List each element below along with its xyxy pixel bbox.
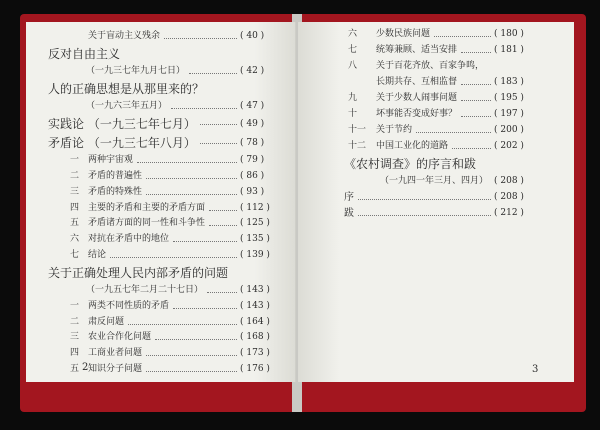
toc-entry-page: ( 200 ) [494, 125, 524, 135]
toc-entry [26, 135, 295, 152]
toc-entry-number: 六 [70, 234, 80, 245]
toc-entry-title: 农业合作化问题 [88, 332, 152, 343]
toc-entry [26, 116, 295, 133]
left-page [26, 22, 296, 382]
toc-entry-number: 二 [70, 316, 80, 327]
toc-entry-page: ( 47 ) [240, 101, 265, 111]
left-page-number: 2 [82, 362, 89, 373]
toc-entry-page: ( 86 ) [240, 171, 265, 181]
toc-entry-page: ( 78 ) [240, 138, 265, 148]
toc-entry-number: 十一 [348, 125, 367, 135]
toc-entry-title: 反对自由主义 [48, 46, 121, 61]
toc-entry-title: 矛盾诸方面的同一性和斗争性 [88, 218, 206, 229]
toc-leader-dots [416, 132, 491, 133]
toc-entry [26, 170, 295, 184]
toc-leader-dots [189, 73, 237, 74]
toc-entry-page: ( 143 ) [240, 285, 270, 295]
toc-entry-title: 两类不同性质的矛盾 [88, 300, 170, 311]
toc-entry-number: 九 [348, 93, 358, 103]
toc-entry-page: ( 143 ) [240, 300, 270, 311]
toc-entry-title: 人的正确思想是从那里来的？ [48, 81, 205, 96]
toc-entry-title: 序 [344, 192, 354, 204]
toc-entry [26, 100, 295, 114]
toc-entry-page: ( 183 ) [494, 77, 524, 87]
toc-entry-page: ( 40 ) [240, 31, 265, 41]
toc-entry-number: 五 [70, 364, 80, 374]
toc-entry-title: 肃反问题 [88, 316, 125, 327]
toc-leader-dots [128, 324, 237, 325]
toc-entry-page: ( 202 ) [494, 141, 524, 151]
toc-entry-title: 两种宇宙观 [88, 155, 134, 166]
toc-entry-title: 跋 [344, 208, 354, 220]
toc-entry-title: 长期共存、互相监督 [376, 77, 458, 87]
toc-entry-title: （一九三七年九月七日） [86, 66, 186, 76]
toc-entry-number: 五 [70, 218, 80, 229]
toc-leader-dots [461, 100, 491, 101]
toc-entry [298, 60, 574, 74]
toc-entry-page: ( 197 ) [494, 109, 524, 119]
toc-leader-dots [358, 199, 491, 200]
toc-entry-number: 十 [348, 109, 358, 119]
toc-entry-number: 三 [70, 186, 80, 197]
toc-entry-page: ( 93 ) [240, 186, 265, 197]
toc-entry-title: 关于少数人闹事问题 [376, 93, 458, 103]
toc-entry-page: ( 168 ) [240, 332, 270, 343]
toc-leader-dots [171, 108, 237, 109]
toc-leader-dots [461, 116, 491, 117]
toc-entry [26, 265, 295, 282]
toc-entry-title: 知识分子问题 [88, 364, 143, 374]
toc-entry-title: 《农村调查》的序言和跋 [344, 157, 477, 171]
toc-entry-number: 一 [70, 155, 80, 166]
toc-entry [26, 249, 295, 263]
toc-entry-page: ( 195 ) [494, 93, 524, 103]
toc-entry [26, 284, 295, 298]
toc-entry-page: ( 208 ) [494, 176, 524, 187]
toc-entry-page: ( 208 ) [494, 192, 524, 203]
toc-entry-title: 实践论 （一九三七年七月） [48, 116, 196, 131]
toc-entry-number: 四 [70, 202, 80, 213]
toc-leader-dots [200, 143, 237, 144]
toc-entry-page: ( 42 ) [240, 66, 265, 76]
toc-entry [26, 316, 295, 330]
toc-entry [26, 363, 295, 377]
toc-leader-dots [110, 257, 237, 258]
toc-entry-number: 一 [70, 300, 80, 311]
toc-entry [26, 81, 295, 98]
toc-leader-dots [452, 148, 491, 149]
toc-entry-page: ( 125 ) [240, 218, 270, 229]
toc-entry [298, 28, 574, 42]
toc-entry-number: 七 [348, 45, 358, 55]
toc-entry-title: 工商业者问题 [88, 348, 143, 359]
toc-entry [26, 331, 295, 345]
toc-leader-dots [461, 52, 491, 53]
toc-entry-page: ( 181 ) [494, 45, 524, 55]
toc-leader-dots [173, 308, 237, 309]
toc-entry [26, 186, 295, 200]
toc-entry-title: 关于百花齐放、百家争鸣， [376, 61, 485, 71]
toc-leader-dots [200, 124, 237, 125]
toc-entry-number: 八 [348, 61, 358, 71]
toc-entry-title: 主要的矛盾和主要的矛盾方面 [88, 202, 206, 213]
toc-leader-dots [146, 178, 237, 179]
toc-entry-number: 七 [70, 250, 80, 260]
toc-entry [26, 154, 295, 168]
toc-leader-dots [155, 339, 237, 340]
toc-entry-number: 二 [70, 171, 80, 181]
toc-entry-number: 十二 [348, 141, 367, 151]
toc-entry-page: ( 135 ) [240, 234, 270, 245]
toc-entry [26, 65, 295, 79]
toc-entry [26, 46, 295, 63]
toc-entry-title: （一九五七年二月二十七日） [86, 285, 204, 295]
toc-entry-page: ( 176 ) [240, 364, 270, 374]
toc-leader-dots [209, 210, 237, 211]
toc-entry [26, 217, 295, 231]
toc-entry-title: 关于盲动主义残余 [88, 31, 161, 41]
toc-entry [298, 207, 574, 221]
toc-entry [298, 108, 574, 122]
toc-entry-page: ( 173 ) [240, 348, 270, 359]
toc-entry [298, 156, 574, 173]
toc-entry-title: （一九四一年三月、四月） [380, 176, 489, 187]
toc-leader-dots [146, 371, 237, 372]
toc-leader-dots [207, 292, 237, 293]
toc-leader-dots [146, 355, 237, 356]
toc-entry-title: 关于节约 [376, 125, 413, 135]
toc-leader-dots [209, 225, 237, 226]
toc-entry-title: 中国工业化的道路 [376, 141, 449, 151]
toc-entry [26, 30, 295, 44]
toc-entry-number: 六 [348, 29, 358, 39]
toc-entry-title: （一九六三年五月） [86, 101, 168, 111]
toc-entry-title: 坏事能否变成好事？ [376, 109, 458, 119]
right-page-number: 3 [532, 364, 539, 375]
toc-entry-page: ( 180 ) [494, 29, 524, 39]
right-page [298, 22, 574, 382]
toc-entry [26, 347, 295, 361]
toc-entry [298, 140, 574, 154]
toc-entry-title: 矛盾的普遍性 [88, 171, 143, 181]
toc-entry [298, 175, 574, 189]
toc-entry [298, 76, 574, 90]
toc-entry-page: ( 112 ) [240, 202, 270, 213]
toc-entry [26, 233, 295, 247]
toc-leader-dots [137, 162, 237, 163]
toc-leader-dots [461, 84, 491, 85]
toc-entry [298, 191, 574, 205]
toc-leader-dots [434, 36, 491, 37]
toc-entry-page: ( 79 ) [240, 155, 265, 166]
toc-entry [298, 92, 574, 106]
toc-entry [298, 124, 574, 138]
toc-entry-title: 统筹兼顾、适当安排 [376, 45, 458, 55]
toc-entry-number: 三 [70, 332, 80, 343]
toc-entry-title: 矛盾论 （一九三七年八月） [48, 136, 196, 150]
toc-entry [26, 202, 295, 216]
toc-entry-title: 对抗在矛盾中的地位 [88, 234, 170, 245]
toc-entry-title: 关于正确处理人民内部矛盾的问题 [48, 265, 229, 280]
toc-entry-title: 矛盾的特殊性 [88, 186, 143, 197]
toc-entry-number: 四 [70, 348, 80, 359]
toc-leader-dots [173, 241, 237, 242]
toc-entry-title: 结论 [88, 250, 107, 260]
toc-entry-page: ( 49 ) [240, 118, 265, 129]
toc-entry-title: 少数民族问题 [376, 29, 431, 39]
toc-leader-dots [358, 215, 491, 216]
toc-entry [26, 300, 295, 314]
toc-entry-page: ( 139 ) [240, 250, 270, 260]
toc-leader-dots [164, 38, 237, 39]
toc-entry-page: ( 164 ) [240, 316, 270, 327]
toc-leader-dots [146, 194, 237, 195]
toc-entry [298, 44, 574, 58]
toc-entry-page: ( 212 ) [494, 208, 524, 219]
